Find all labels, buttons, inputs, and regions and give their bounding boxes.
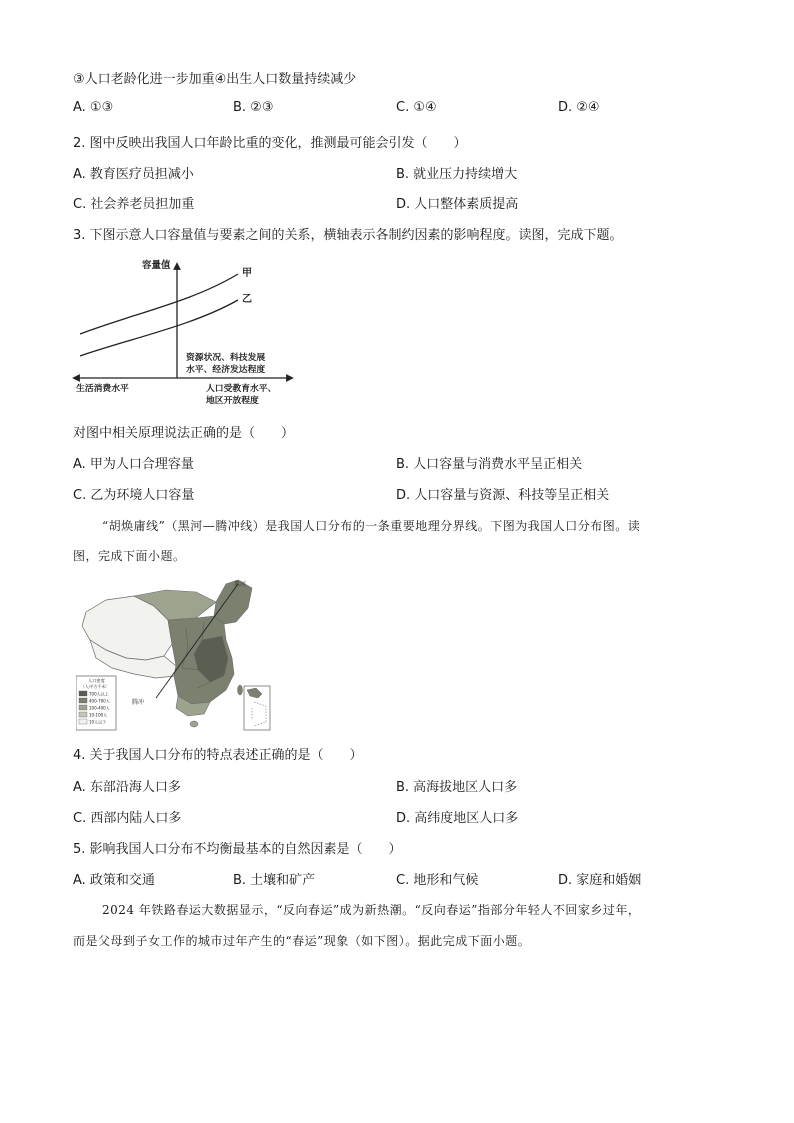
q5-option-a[interactable]: A. 政策和交通 xyxy=(73,873,155,888)
q4-option-a[interactable]: A. 东部沿海人口多 xyxy=(73,780,181,795)
curve-jia xyxy=(80,274,238,334)
q1-option-d[interactable]: D. ②④ xyxy=(558,100,600,115)
left-axis-label: 生活消费水平 xyxy=(76,384,129,394)
material-1-line-2: 图，完成下面小题。 xyxy=(73,549,186,563)
y-axis-label: 容量值 xyxy=(142,260,171,271)
q5-option-b[interactable]: B. 土壤和矿产 xyxy=(233,873,316,888)
q2-stem: 2. 图中反映出我国人口年龄比重的变化，推测最可能会引发（ ） xyxy=(73,136,467,151)
legend-item-2: 400-700人 xyxy=(89,698,110,704)
right-lower-label-1: 人口受教育水平、 xyxy=(206,384,277,394)
q3-option-a[interactable]: A. 甲为人口合理容量 xyxy=(73,457,194,472)
q3-option-b[interactable]: B. 人口容量与消费水平呈正相关 xyxy=(396,457,583,472)
q3-options xyxy=(0,453,794,505)
curve-yi xyxy=(80,300,238,356)
map-taiwan xyxy=(238,685,243,695)
q3-option-d[interactable]: D. 人口容量与资源、科技等呈正相关 xyxy=(396,488,610,503)
legend-swatch-4 xyxy=(79,712,87,717)
legend-swatch-5 xyxy=(79,719,87,724)
legend-swatch-1 xyxy=(79,691,87,696)
q4-options xyxy=(0,776,794,828)
label-heihe: 黑河 xyxy=(234,581,247,588)
curve-jia-label: 甲 xyxy=(242,268,252,279)
q1-option-c[interactable]: C. ①④ xyxy=(396,100,437,115)
q1-option-a[interactable]: A. ①③ xyxy=(73,100,114,115)
right-upper-label-2: 水平、经济发达程度 xyxy=(186,365,266,375)
legend-item-4: 10-100人 xyxy=(89,712,108,718)
legend-item-5: 10人以下 xyxy=(89,719,107,725)
q4-option-d[interactable]: D. 高纬度地区人口多 xyxy=(396,811,519,826)
q3-stem: 对图中相关原理说法正确的是（ ） xyxy=(73,426,295,441)
q1-stem-tail: ③人口老龄化进一步加重④出生人口数量持续减少 xyxy=(73,72,357,87)
q4-stem: 4. 关于我国人口分布的特点表述正确的是（ ） xyxy=(73,748,363,763)
q2-options xyxy=(0,163,794,215)
q1-option-b[interactable]: B. ②③ xyxy=(233,100,274,115)
q5-options xyxy=(0,869,794,889)
q5-stem: 5. 影响我国人口分布不均衡最基本的自然因素是（ ） xyxy=(73,842,402,857)
curve-yi-label: 乙 xyxy=(242,294,252,305)
q4-option-b[interactable]: B. 高海拔地区人口多 xyxy=(396,780,518,795)
q2-option-a[interactable]: A. 教育医疗员担减小 xyxy=(73,167,194,182)
population-capacity-figure xyxy=(72,252,298,410)
population-distribution-map xyxy=(76,578,272,732)
legend-item-3: 100-400人 xyxy=(89,705,110,711)
q2-option-b[interactable]: B. 就业压力持续增大 xyxy=(396,167,518,182)
material-2-line-1: 2024 年铁路春运大数据显示，“反向春运”成为新热潮。“反向春运”指部分年轻人不回家乡过年， xyxy=(102,903,641,917)
map-hainan xyxy=(190,721,198,727)
label-tengchong: 腾冲 xyxy=(132,699,145,706)
q3-intro: 3. 下图示意人口容量值与要素之间的关系，横轴表示各制约因素的影响程度。读图，完成下题。 xyxy=(73,228,623,243)
right-upper-label-1: 资源状况、科技发展 xyxy=(186,353,266,363)
legend-swatch-3 xyxy=(79,705,87,710)
legend-item-1: 700人以上 xyxy=(89,691,109,697)
legend-swatch-2 xyxy=(79,698,87,703)
q4-option-c[interactable]: C. 西部内陆人口多 xyxy=(73,811,182,826)
q2-option-d[interactable]: D. 人口整体素质提高 xyxy=(396,197,519,212)
material-2-line-2: 而是父母到子女工作的城市过年产生的“春运”现象（如下图）。据此完成下面小题。 xyxy=(73,934,531,948)
q5-option-d[interactable]: D. 家庭和婚姻 xyxy=(558,873,642,888)
q1-options xyxy=(0,100,794,120)
q5-option-c[interactable]: C. 地形和气候 xyxy=(396,873,479,888)
map-region-northeast xyxy=(214,580,252,624)
legend-unit: （人/平方千米） xyxy=(81,684,109,689)
legend-title: 人口密度 xyxy=(88,678,105,683)
q2-option-c[interactable]: C. 社会养老员担加重 xyxy=(73,197,195,212)
material-1-line-1: “胡焕庸线”（黑河—腾冲线）是我国人口分布的一条重要地理分界线。下图为我国人口分布图。读 xyxy=(102,519,641,533)
q3-option-c[interactable]: C. 乙为环境人口容量 xyxy=(73,488,195,503)
right-lower-label-2: 地区开放程度 xyxy=(206,396,259,406)
